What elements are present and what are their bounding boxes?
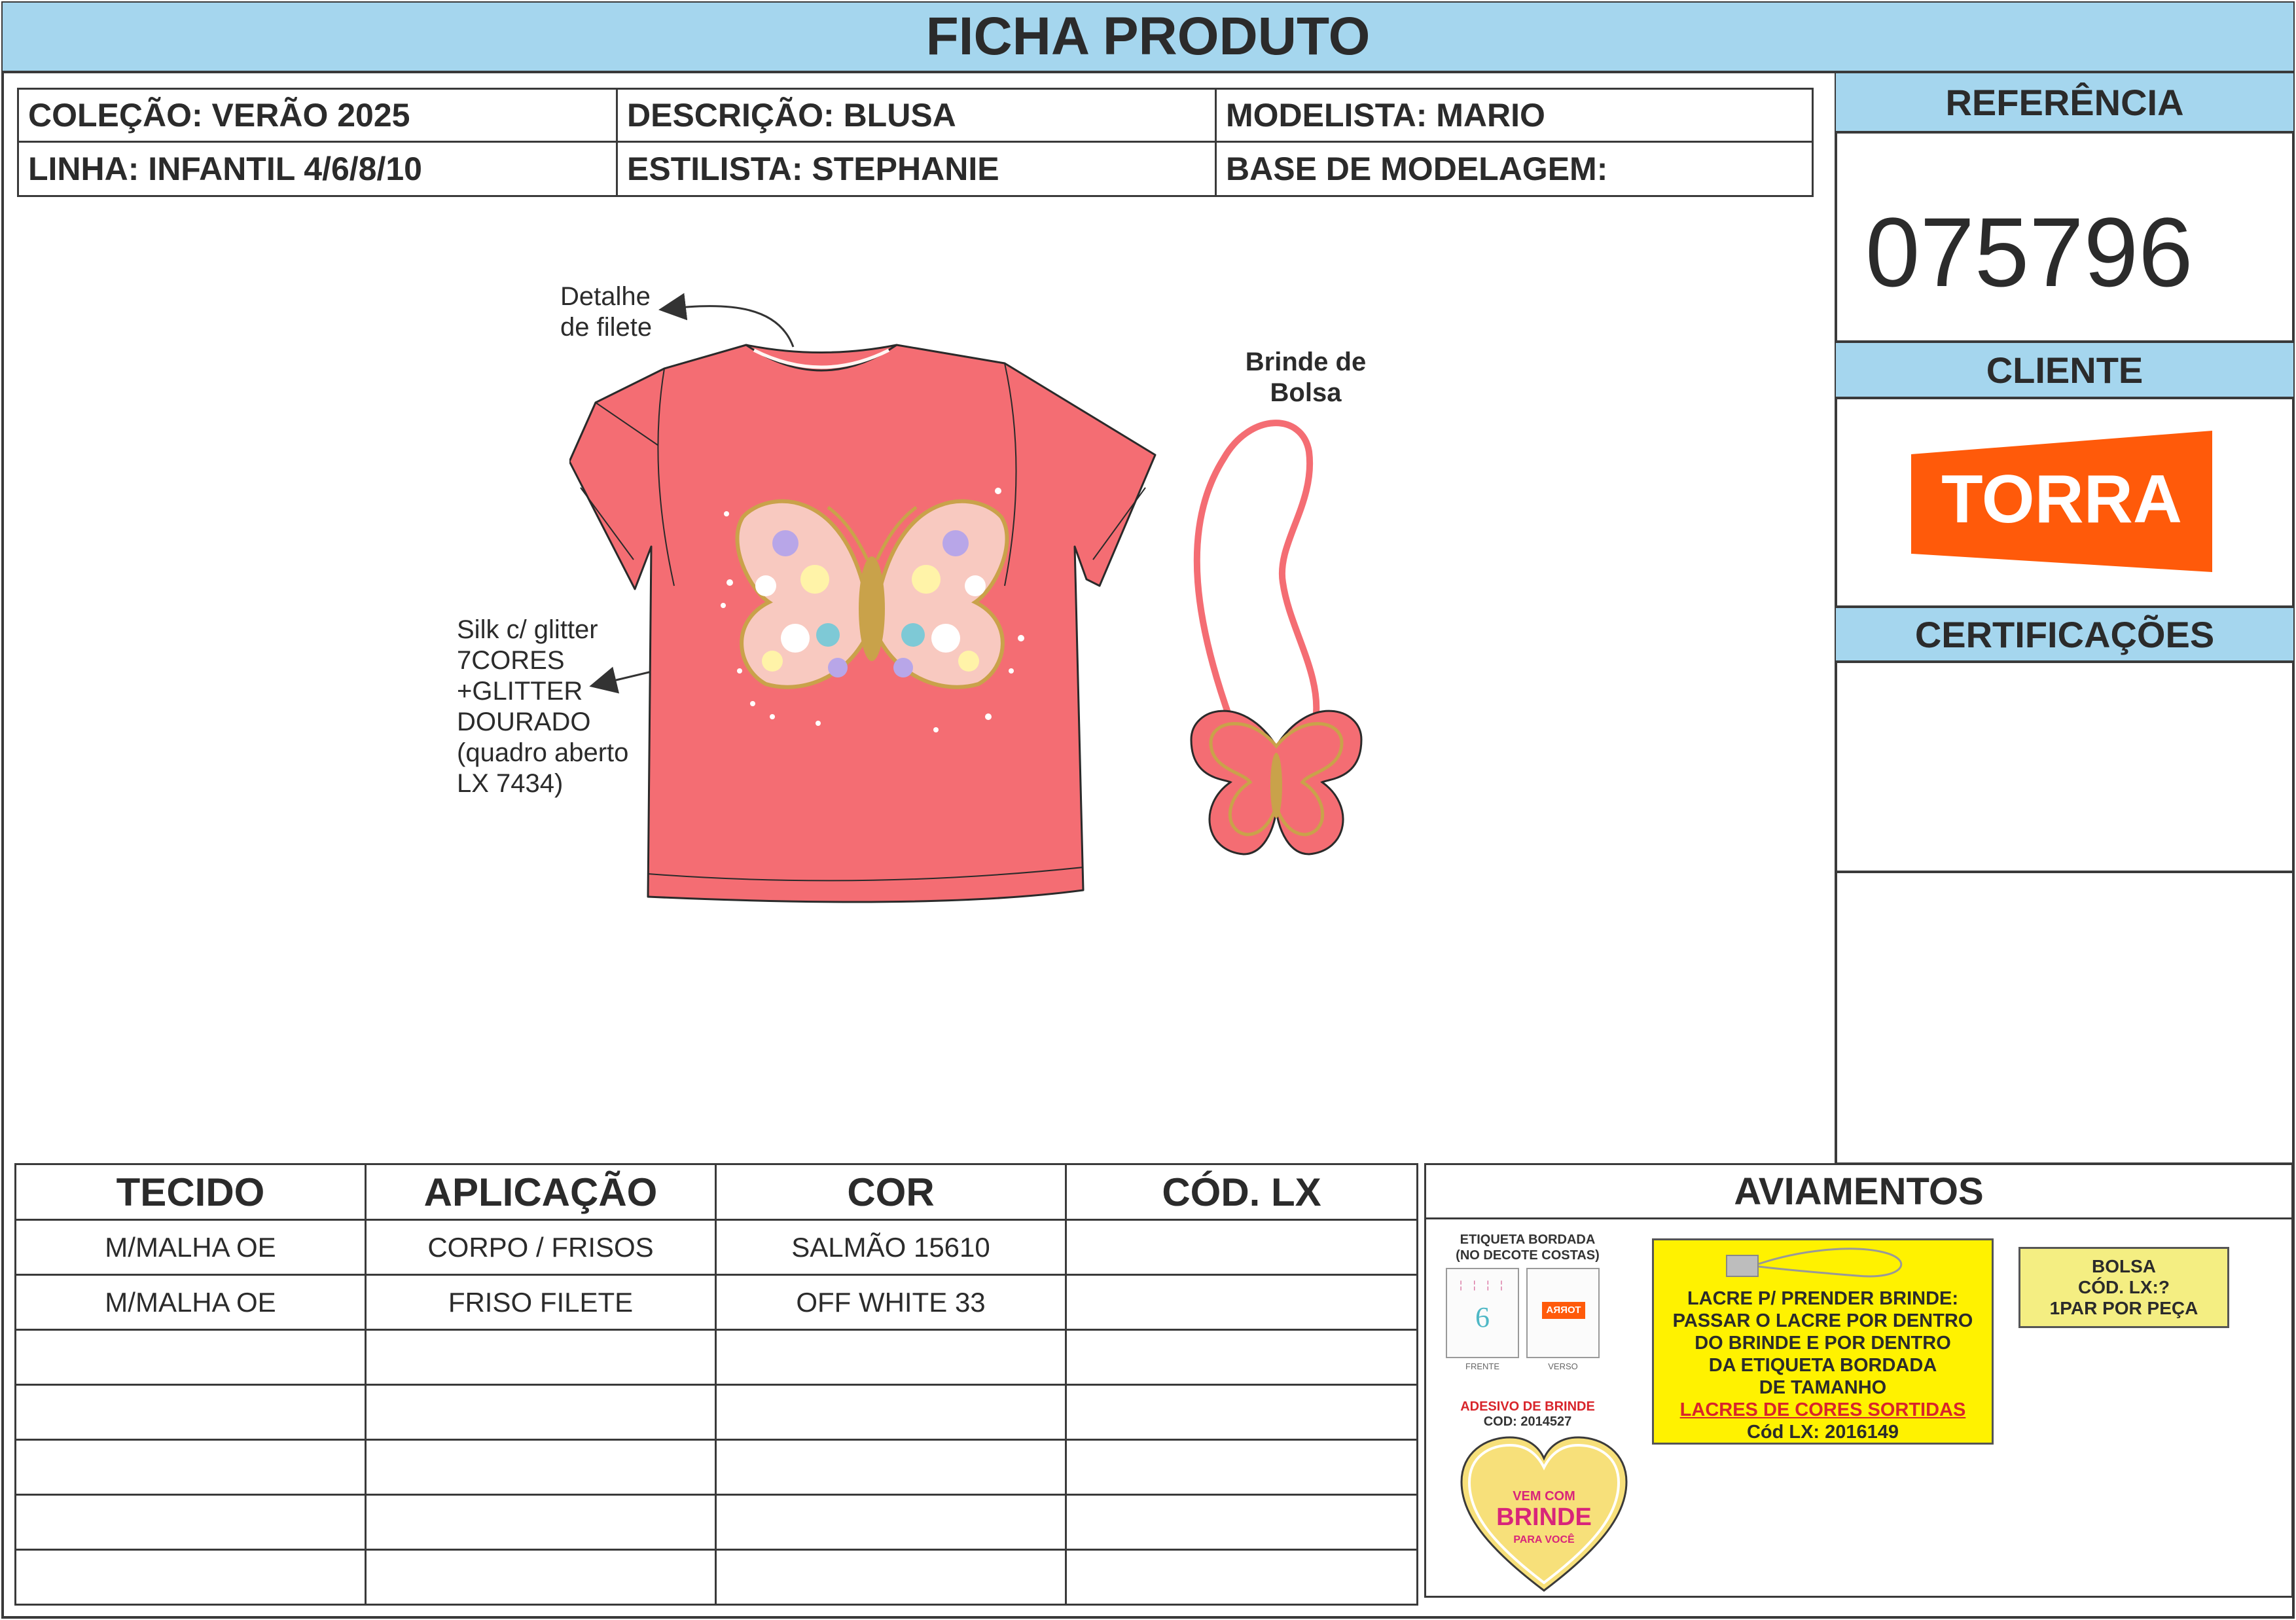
colecao-field: COLEÇÃO: VERÃO 2025	[17, 88, 618, 143]
table-cell	[716, 1440, 1066, 1495]
table-cell	[716, 1385, 1066, 1440]
table-cell	[1066, 1495, 1418, 1550]
cliente-header: CLIENTE	[1836, 340, 2293, 399]
etiqueta-size-marks: ¦ ¦ ¦ ¦	[1460, 1280, 1507, 1291]
lacre-text: LACRE P/ PRENDER BRINDE: PASSAR O LACRE POR DENTRO DO BRINDE E POR DENTRO DA ETIQUETA BORDADA DE TAMANHO LACRES DE CORES SORTIDAS Cód LX: 2016149	[1654, 1287, 1992, 1443]
svg-text:VEM COM: VEM COM	[1513, 1489, 1575, 1503]
table-cell: M/MALHA OE	[16, 1220, 366, 1275]
adesivo-title: ADESIVO DE BRINDE COD: 2014527	[1460, 1399, 1595, 1429]
tshirt-illustration	[569, 331, 1158, 939]
table-cell	[366, 1440, 716, 1495]
table-cell	[1066, 1550, 1418, 1605]
table-cell: CORPO / FRISOS	[366, 1220, 716, 1275]
table-cell	[16, 1440, 366, 1495]
lacre-cord-icon	[1759, 1244, 1916, 1284]
adesivo-heart	[1459, 1435, 1629, 1595]
table-row	[16, 1440, 1418, 1495]
table-cell	[1066, 1440, 1418, 1495]
estilista-field: ESTILISTA: STEPHANIE	[616, 141, 1217, 197]
table-row	[16, 1220, 1418, 1275]
table-cell	[16, 1385, 366, 1440]
etiqueta-title: ETIQUETA BORDADA (NO DECOTE COSTAS)	[1456, 1233, 1600, 1263]
purse-illustration	[1185, 412, 1368, 857]
aviamentos-panel	[1424, 1163, 2293, 1598]
page-title: FICHA PRODUTO	[3, 3, 2293, 73]
aviamentos-title: AVIAMENTOS	[1426, 1165, 2291, 1219]
etiqueta-size-number: 6	[1475, 1301, 1490, 1333]
table-cell: FRISO FILETE	[366, 1275, 716, 1330]
svg-text:BRINDE: BRINDE	[1496, 1503, 1592, 1531]
table-cell	[716, 1550, 1066, 1605]
table-row	[16, 1550, 1418, 1605]
certificacoes-header: CERTIFICAÇÕES	[1836, 605, 2293, 663]
table-row	[16, 1385, 1418, 1440]
annotation-silk: Silk c/ glitter 7CORES +GLITTER DOURADO (quadro aberto LX 7434)	[457, 615, 629, 798]
lacre-code: Cód LX: 2016149	[1746, 1422, 1899, 1443]
table-row	[16, 1275, 1418, 1330]
modelista-field: MODELISTA: MARIO	[1215, 88, 1814, 143]
table-cell	[366, 1495, 716, 1550]
table-cell	[16, 1550, 366, 1605]
etiqueta-frente	[1446, 1268, 1519, 1358]
descricao-field: DESCRIÇÃO: BLUSA	[616, 88, 1217, 143]
table-cell	[366, 1550, 716, 1605]
fabric-table	[14, 1163, 1418, 1606]
table-cell	[1066, 1385, 1418, 1440]
table-cell	[366, 1330, 716, 1385]
linha-field: LINHA: INFANTIL 4/6/8/10	[17, 141, 618, 197]
header-aplicacao: APLICAÇÃO	[366, 1164, 716, 1220]
referencia-header: REFERÊNCIA	[1836, 73, 2293, 134]
table-cell	[716, 1495, 1066, 1550]
table-cell	[1066, 1330, 1418, 1385]
svg-text:TORRA: TORRA	[1941, 461, 2182, 537]
table-cell: SALMÃO 15610	[716, 1220, 1066, 1275]
table-header-row	[16, 1164, 1418, 1220]
svg-text:PARA VOCÊ: PARA VOCÊ	[1513, 1534, 1575, 1545]
table-cell: OFF WHITE 33	[716, 1275, 1066, 1330]
base-modelagem-field: BASE DE MODELAGEM:	[1215, 141, 1814, 197]
table-row	[16, 1495, 1418, 1550]
annotation-brinde: Brinde de Bolsa	[1245, 348, 1367, 407]
bolsa-note: BOLSA CÓD. LX:? 1PAR POR PEÇA	[2018, 1247, 2229, 1328]
table-cell	[366, 1385, 716, 1440]
lacre-note	[1652, 1238, 1994, 1445]
table-row	[16, 1330, 1418, 1385]
annotation-filete: Detalhe de filete	[560, 282, 653, 342]
lacre-highlight: LACRES DE CORES SORTIDAS	[1679, 1399, 1966, 1420]
referencia-value: 075796	[1865, 197, 2193, 307]
table-cell	[16, 1330, 366, 1385]
header-tecido: TECIDO	[16, 1164, 366, 1220]
etiqueta-brand: TORRA	[1542, 1302, 1585, 1319]
etiqueta-verso-label: VERSO	[1548, 1361, 1578, 1371]
lacre-tag-icon	[1726, 1255, 1759, 1277]
certificacoes-divider	[1836, 871, 2293, 873]
table-cell	[1066, 1220, 1418, 1275]
table-cell: M/MALHA OE	[16, 1275, 366, 1330]
table-cell	[716, 1330, 1066, 1385]
etiqueta-frente-label: FRENTE	[1465, 1361, 1499, 1371]
table-cell	[16, 1495, 366, 1550]
etiqueta-verso	[1526, 1268, 1600, 1358]
table-cell	[1066, 1275, 1418, 1330]
header-cor: COR	[716, 1164, 1066, 1220]
header-cod-lx: CÓD. LX	[1066, 1164, 1418, 1220]
